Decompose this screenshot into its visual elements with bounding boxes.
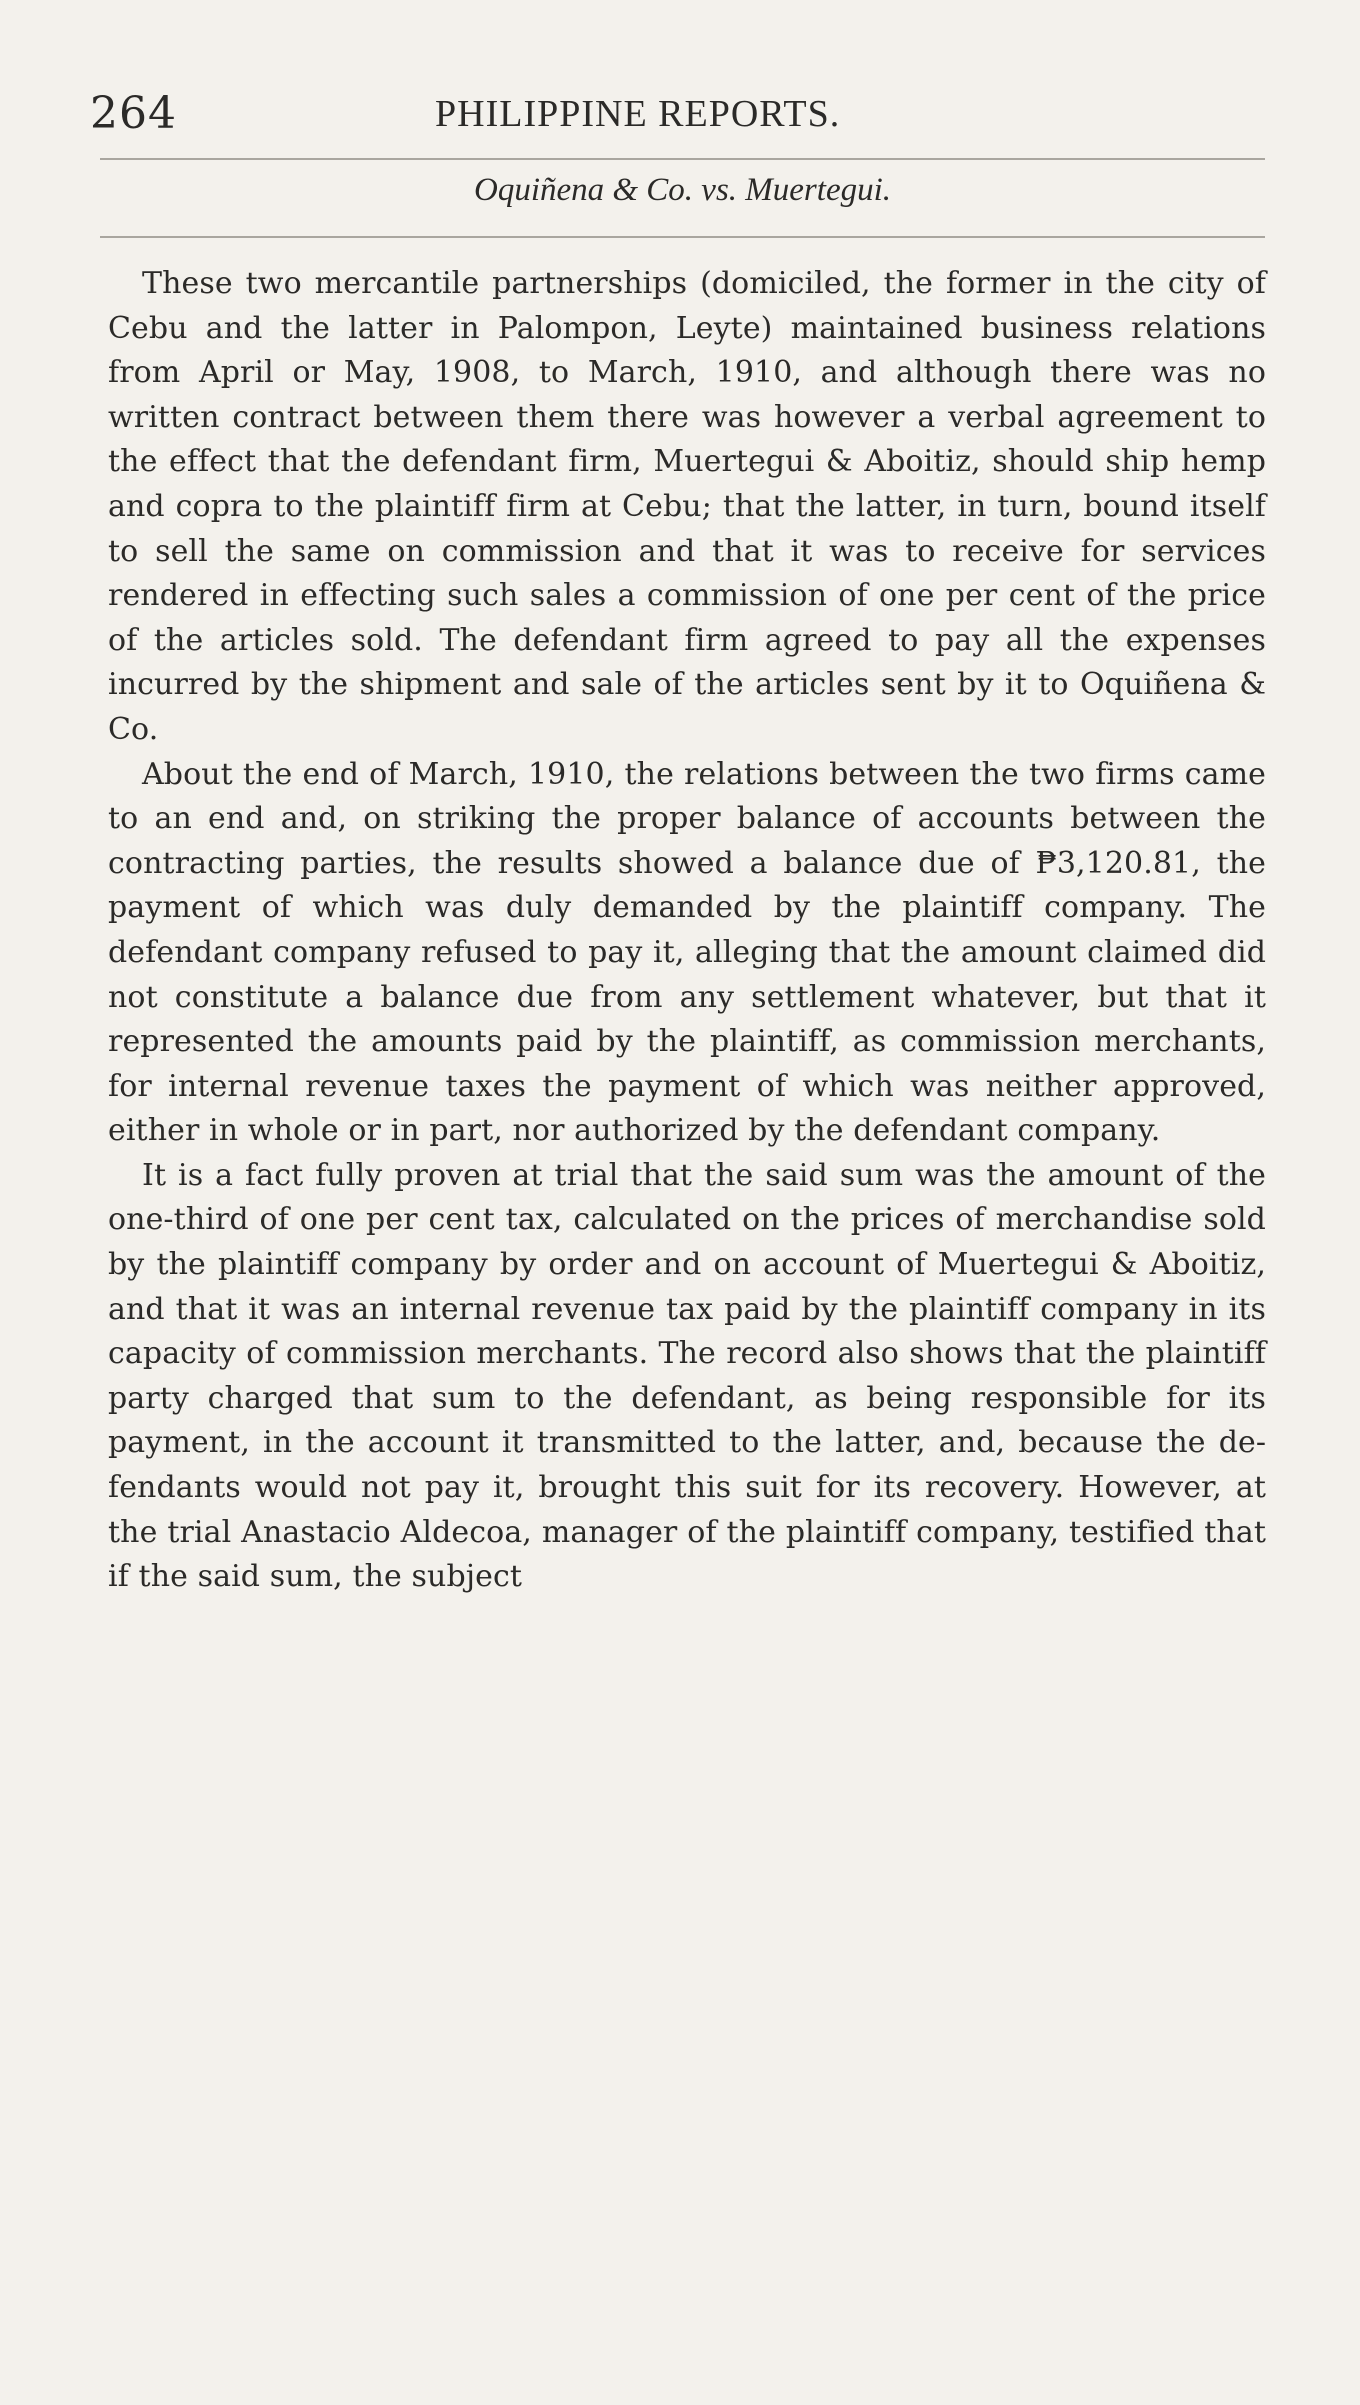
body-text [108,262,1266,1600]
paragraph-1: These two mercantile partnerships (domiciled, the former in the city of Cebu and the latter in Palompon, Leyte) maintained business relations from April or May, 1908, to March, 1910, and although there was no written contract between them there was however a verbal agreement to the effect that the defendant firm, Muertegui & Aboitiz, should ship hemp and copra to the plaintiff firm at Cebu; that the latter, in turn, bound itself to sell the same on commission and that it was to receive for services rendered in effecting such sales a commission of one per cent of the price of the articles sold. The defendant firm agreed to pay all the expenses incurred by the shipment and sale of the articles sent by it to Oquiñena & Co. [108,266,1266,747]
running-title: PHILIPPINE REPORTS. [435,93,841,135]
header-rule-bottom [100,236,1265,238]
header-rule-top [100,158,1265,160]
paragraph-2: About the end of March, 1910, the relations between the two firms came to an end and, on striking the proper balance of accounts between the contracting parties, the results showed a balance due of ₱3,120.81, the payment of which was duly demanded by the plaintiff company. The defendant company refused to pay it, alleging that the amount claimed did not constitute a balance due from any settlement whatever, but that it represented the amounts paid by the plaintiff, as commission merchants, for internal revenue taxes the payment of which was neither approved, either in whole or in part, nor authorized by the defendant company. [108,756,1266,1149]
paragraph-3: It is a fact fully proven at trial that the said sum was the amount of the one-third of one per cent tax, calculated on the prices of merchandise sold by the plaintiff company by order and on account of Muertegui & Aboitiz, and that it was an internal revenue tax paid by the plaintiff company in its capacity of commission merchants. The record also shows that the plaintiff party charged that sum to the defendant, as being responsible for its payment, in the account it transmitted to the latter, and, because the defendants would not pay it, brought this suit for its recovery. However, at the trial Anastacio Aldecoa, manager of the plaintiff company, testified that if the said sum, the subject [108,1157,1266,1595]
page-number: 264 [90,88,177,139]
case-caption: Oquiñena & Co. vs. Muertegui. [473,172,892,208]
page-header [90,88,1265,158]
